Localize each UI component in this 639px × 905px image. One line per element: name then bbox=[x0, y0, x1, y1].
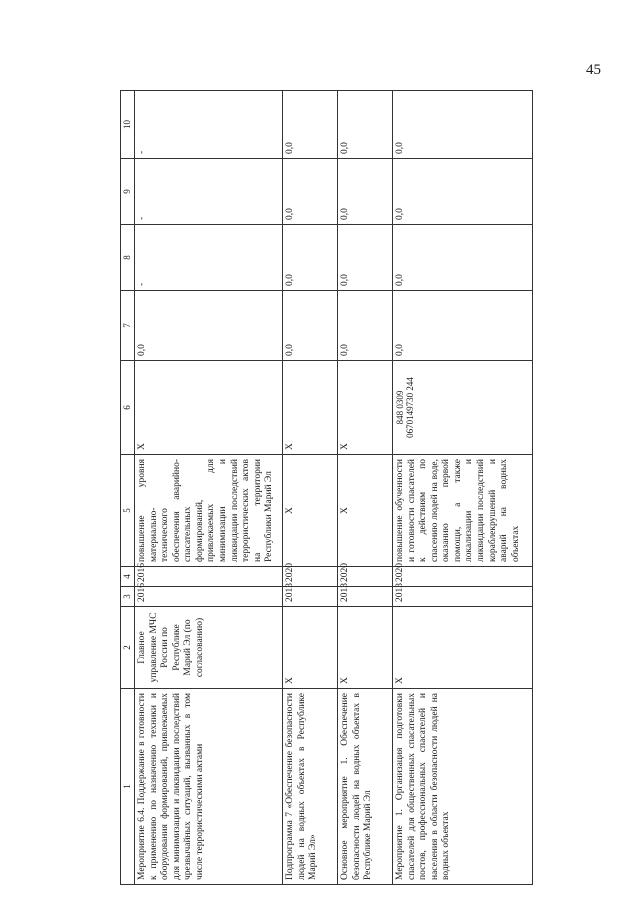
program-table bbox=[120, 90, 533, 885]
value-cell: 0,0 bbox=[393, 225, 533, 291]
value-cell: 0,0 bbox=[283, 291, 338, 361]
event-name-cell: Мероприятие 1. Организация подготовки спасателей для общественных спасательных постов, профессиональных спасателей и населения в области безопасности людей на водных объектах bbox=[393, 689, 533, 885]
header-row bbox=[121, 91, 135, 885]
end-year-cell: 2020 bbox=[283, 567, 338, 587]
budget-code-cell bbox=[393, 361, 533, 455]
event-name-cell: Подпрограмма 7 «Обеспечение безопасности людей на водных объектах в Республике Марий Эл» bbox=[283, 689, 338, 885]
value-cell: 0,0 bbox=[135, 291, 283, 361]
executor-cell: Главное управление МЧС России по Республике Марий Эл (по согласованию) bbox=[135, 607, 283, 689]
start-year-cell: 2013 bbox=[283, 587, 338, 607]
event-name-cell: Основное мероприятие 1. Обеспечение безопасности людей на водных объектах в Республике Марий Эл bbox=[338, 689, 393, 885]
header-cell: 10 bbox=[121, 91, 135, 159]
expected-result-cell: X bbox=[338, 455, 393, 567]
budget-code-cell: X bbox=[283, 361, 338, 455]
value-cell: 0,0 bbox=[393, 159, 533, 225]
budget-code-line: 0670149730 244 bbox=[405, 377, 416, 438]
expected-result-cell: повышение уровня материально-технического обеспечения аварийно-спасательных формирований, привлекаемых для минимизации и ликвидации последствий террористических актов на территории Республики Марий Эл bbox=[135, 455, 283, 567]
end-year-cell: 2020 bbox=[338, 567, 393, 587]
value-cell: 0,0 bbox=[338, 159, 393, 225]
table-row bbox=[338, 91, 393, 885]
value-cell: 0,0 bbox=[283, 91, 338, 159]
rotated-table-wrapper bbox=[120, 91, 613, 885]
budget-code-line: 848 0309 bbox=[395, 390, 405, 425]
executor-cell: X bbox=[393, 607, 533, 689]
header-cell: 4 bbox=[121, 567, 135, 587]
value-cell: 0,0 bbox=[338, 291, 393, 361]
event-name-cell: Мероприятие 6.4. Поддержание в готовности к применению по назначению техники и оборудования формирований, привлекаемых для минимизации и ликвидации последствий чрезвычайных ситуаций, вызванных в том числе террористическими актами bbox=[135, 689, 283, 885]
expected-result-cell: X bbox=[283, 455, 338, 567]
start-year-cell: 2013 bbox=[393, 587, 533, 607]
value-cell: 0,0 bbox=[393, 291, 533, 361]
table-row bbox=[135, 91, 283, 885]
start-year-cell: 2013 bbox=[338, 587, 393, 607]
start-year-cell: 2016 bbox=[135, 587, 283, 607]
header-cell: 8 bbox=[121, 225, 135, 291]
header-cell: 9 bbox=[121, 159, 135, 225]
executor-cell: X bbox=[338, 607, 393, 689]
value-cell: 0,0 bbox=[283, 225, 338, 291]
value-cell: 0,0 bbox=[338, 225, 393, 291]
header-cell: 6 bbox=[121, 361, 135, 455]
header-cell: 2 bbox=[121, 607, 135, 689]
header-cell: 5 bbox=[121, 455, 135, 567]
value-cell: 0,0 bbox=[393, 91, 533, 159]
executor-cell: X bbox=[283, 607, 338, 689]
budget-code-cell: X bbox=[338, 361, 393, 455]
header-cell: 3 bbox=[121, 587, 135, 607]
table-row bbox=[283, 91, 338, 885]
expected-result-cell: повышение обученности и готовности спасателей к действиям по спасению людей на воде, оказанию первой помощи, а также локализации и ликвидации последствий кораблекрушений и аварий на водных объектах bbox=[393, 455, 533, 567]
value-cell: 0,0 bbox=[283, 159, 338, 225]
end-year-cell: 2020 bbox=[393, 567, 533, 587]
value-cell: - bbox=[135, 159, 283, 225]
end-year-cell: 2016 bbox=[135, 567, 283, 587]
header-cell: 7 bbox=[121, 291, 135, 361]
header-cell: 1 bbox=[121, 689, 135, 885]
table-row bbox=[393, 91, 533, 885]
value-cell: - bbox=[135, 225, 283, 291]
page-number: 45 bbox=[586, 62, 601, 78]
value-cell: - bbox=[135, 91, 283, 159]
budget-code-cell: X bbox=[135, 361, 283, 455]
value-cell: 0,0 bbox=[338, 91, 393, 159]
